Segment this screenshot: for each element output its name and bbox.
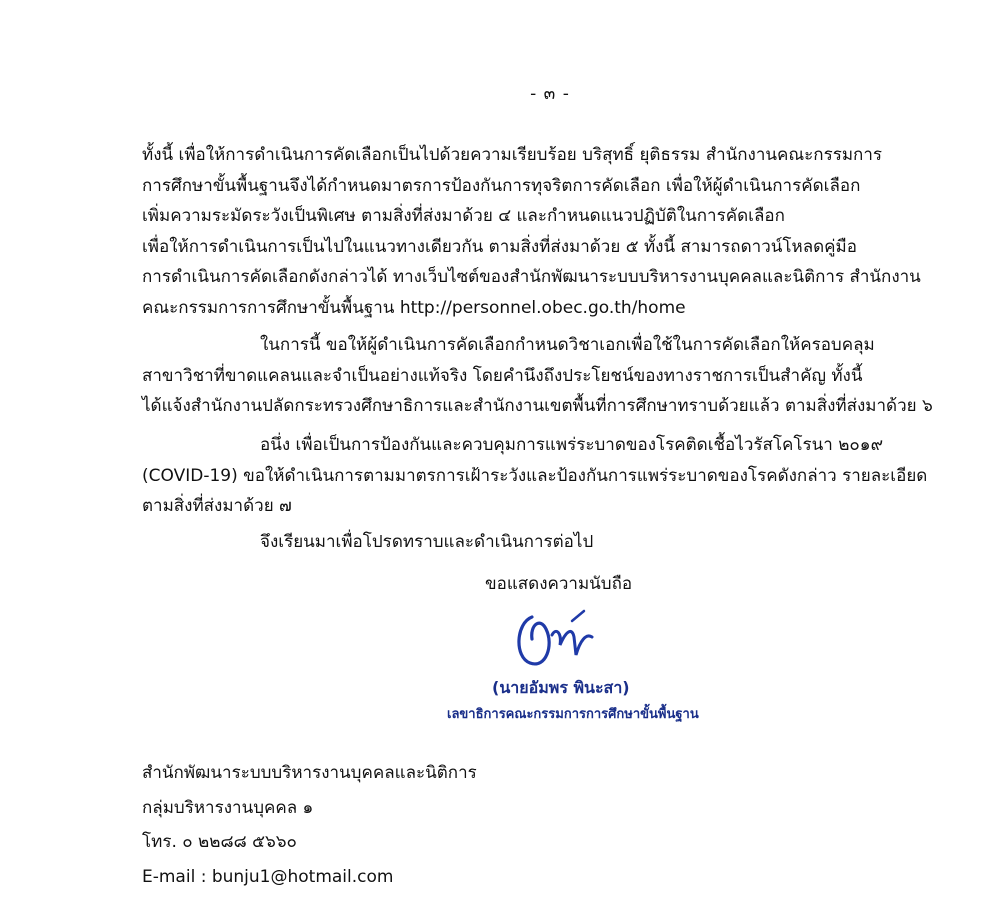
paragraph-line: เพิ่มความระมัดระวังเป็นพิเศษ ตามสิ่งที่ส่งมาด้วย ๔ และกำหนดแนวปฏิบัติในการคัดเลือก	[142, 206, 785, 226]
footer-department: สำนักพัฒนาระบบบริหารงานบุคคลและนิติการ	[142, 763, 477, 783]
signer-title: เลขาธิการคณะกรรมการการศึกษาขั้นพื้นฐาน	[447, 707, 699, 722]
paragraph-line: สาขาวิชาที่ขาดแคลนและจำเป็นอย่างแท้จริง โดยคำนึงถึงประโยชน์ของทางราชการเป็นสำคัญ ทั้งนี้	[142, 365, 863, 386]
page-number: - ๓ -	[530, 84, 570, 104]
footer-email: E-mail : bunju1@hotmail.com	[142, 866, 394, 887]
paragraph-line: ได้แจ้งสำนักงานปลัดกระทรวงศึกษาธิการและสำนักงานเขตพื้นที่การศึกษาทราบด้วยแล้ว ตามสิ่งที่ส่งมาด้วย ๖	[142, 396, 933, 416]
footer-phone: โทร. ๐ ๒๒๘๘ ๕๖๖๐	[142, 832, 297, 852]
signature-image	[510, 605, 620, 675]
paragraph-line: (COVID-19) ขอให้ดำเนินการตามมาตรการเฝ้าระวังและป้องกันการแพร่ระบาดของโรคดังกล่าว รายละเอียด	[142, 465, 928, 486]
paragraph-covid	[142, 430, 928, 522]
paragraph-line: ตามสิ่งที่ส่งมาด้วย ๗	[142, 496, 292, 516]
paragraph-measures	[142, 140, 921, 323]
paragraph-line: เพื่อให้การดำเนินการเป็นไปในแนวทางเดียวกัน ตามสิ่งที่ส่งมาด้วย ๕ ทั้งนี้ สามารถดาวน์โหลดคู่มือ	[142, 236, 857, 257]
paragraph-line: ทั้งนี้ เพื่อให้การดำเนินการคัดเลือกเป็นไปด้วยความเรียบร้อย บริสุทธิ์ ยุติธรรม สำนักงานคณะกรรมการ	[142, 145, 883, 165]
footer-group: กลุ่มบริหารงานบุคคล ๑	[142, 797, 314, 818]
contact-footer	[142, 756, 477, 894]
paragraph-line: คณะกรรมการการศึกษาขั้นพื้นฐาน http://personnel.obec.go.th/home	[142, 297, 686, 318]
paragraph-line: ในการนี้ ขอให้ผู้ดำเนินการคัดเลือกกำหนดวิชาเอกเพื่อใช้ในการคัดเลือกให้ครอบคลุม	[260, 335, 875, 355]
signer-name: (นายอัมพร พินะสา)	[492, 678, 630, 697]
paragraph-line: อนึ่ง เพื่อเป็นการป้องกันและควบคุมการแพร่ระบาดของโรคติดเชื้อไวรัสโคโรนา ๒๐๑๙	[260, 435, 884, 455]
closing-salutation: ขอแสดงความนับถือ	[485, 574, 633, 594]
paragraph-line: จึงเรียนมาเพื่อโปรดทราบและดำเนินการต่อไป	[260, 532, 594, 552]
paragraph-line: การดำเนินการคัดเลือกดังกล่าวได้ ทางเว็บไซต์ของสำนักพัฒนาระบบบริหารงานบุคคลและนิติการ สำนักงาน	[142, 267, 921, 287]
paragraph-request	[142, 527, 912, 558]
paragraph-major-subjects	[142, 330, 933, 422]
paragraph-line: การศึกษาขั้นพื้นฐานจึงได้กำหนดมาตรการป้องกันการทุจริตการคัดเลือก เพื่อให้ผู้ดำเนินการคัดเลือก	[142, 175, 861, 196]
